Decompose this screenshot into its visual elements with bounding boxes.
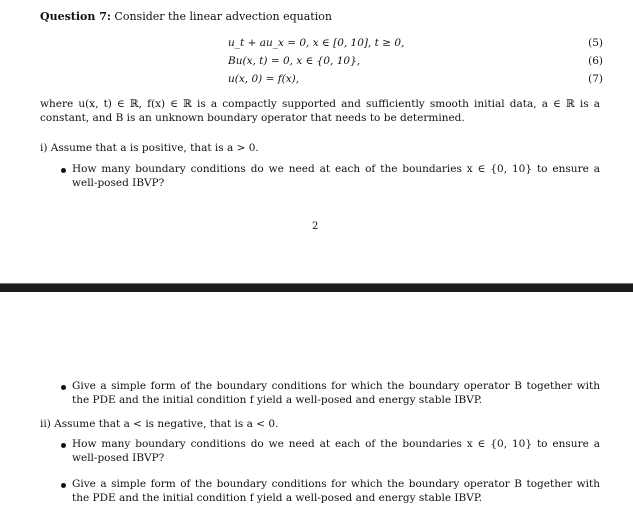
- part-i-bullet-2: Give a simple form of the boundary conditions for which the boundary operator B together with the PDE and the initial condition f yield a well-posed and energy stable IBVP.: [72, 380, 600, 406]
- question-heading: [40, 10, 332, 23]
- part-i-bullet-1: How many boundary conditions do we need at each of the boundaries x ∈ {0, 10} to ensure a well-posed IBVP?: [72, 163, 600, 189]
- equation-number-5: (5): [588, 37, 603, 49]
- page-divider: [0, 284, 633, 292]
- bullet-dot: [61, 483, 66, 488]
- equation-7: u(x, 0) = f(x),: [228, 73, 300, 85]
- bullet-dot: [61, 443, 66, 448]
- equation-6: Bu(x, t) = 0, x ∈ {0, 10},: [228, 55, 361, 67]
- part-ii-bullet-1: How many boundary conditions do we need at each of the boundaries x ∈ {0, 10} to ensure a well-posed IBVP?: [72, 438, 600, 464]
- equation-5: u_t + au_x = 0, x ∈ [0, 10], t ≥ 0,: [228, 37, 405, 49]
- equation-number-7: (7): [588, 73, 603, 85]
- equation-number-6: (6): [588, 55, 603, 67]
- part-i-heading: i) Assume that a is positive, that is a > 0.: [40, 142, 259, 154]
- page-bottom: [0, 292, 633, 510]
- page-number: 2: [312, 221, 319, 232]
- part-ii-bullet-2: Give a simple form of the boundary conditions for which the boundary operator B together with the PDE and the initial condition f yield a well-posed and energy stable IBVP.: [72, 478, 600, 504]
- part-ii-heading: ii) Assume that a < is negative, that is a < 0.: [40, 418, 279, 430]
- question-intro: Consider the linear advection equation: [114, 10, 332, 23]
- bullet-dot: [61, 168, 66, 173]
- question-label: Question 7:: [40, 10, 111, 23]
- bullet-dot: [61, 385, 66, 390]
- description-paragraph: where u(x, t) ∈ ℝ, f(x) ∈ ℝ is a compactly supported and sufficiently smooth initial data, a ∈ ℝ is a constant, and B is an unknown boundary operator that needs to be determined.: [40, 98, 600, 124]
